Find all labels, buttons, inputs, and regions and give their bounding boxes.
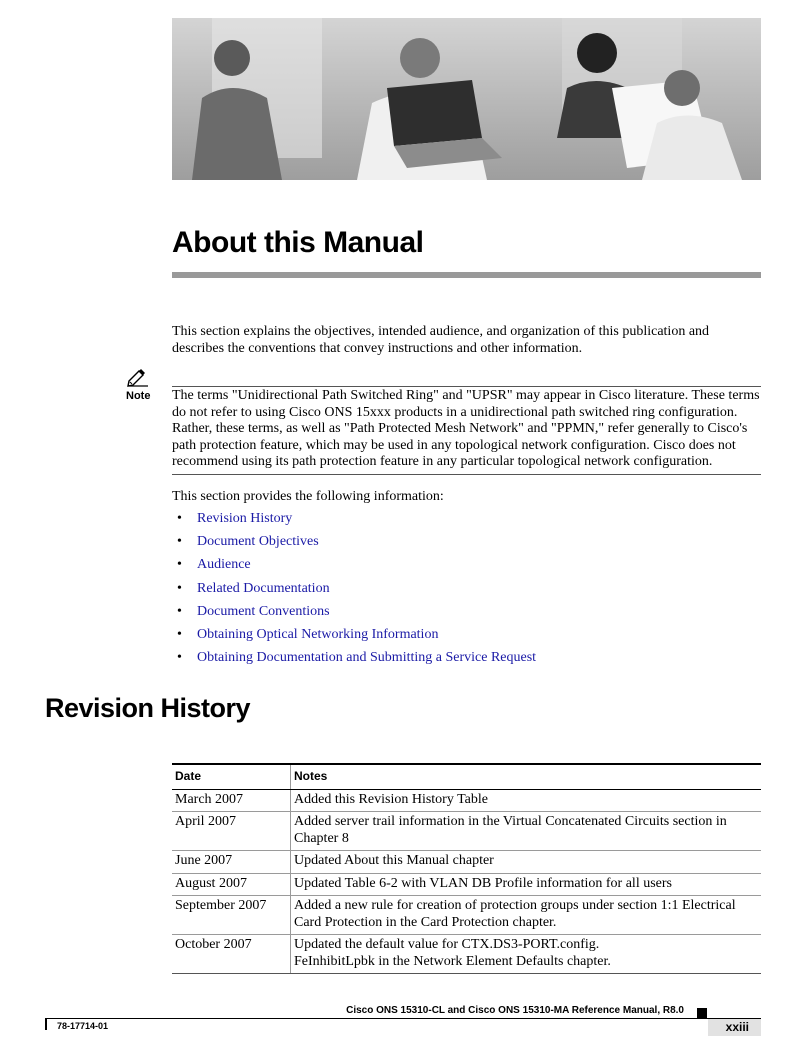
revision-notes: Updated the default value for CTX.DS3-PORT.config. FeInhibitLpbk in the Network Element Defaults chapter.	[291, 935, 762, 974]
list-item	[172, 509, 536, 532]
revision-history-table	[172, 763, 761, 974]
toc-link-revision-history[interactable]: Revision History	[197, 511, 293, 526]
toc-link-related-documentation[interactable]: Related Documentation	[197, 580, 330, 596]
revision-date: March 2007	[172, 789, 291, 812]
title-rule	[172, 272, 761, 278]
table-row	[172, 789, 761, 812]
list-item	[172, 555, 536, 578]
footer-bar	[45, 1018, 47, 1030]
chapter-title: About this Manual	[172, 226, 424, 259]
page-number	[708, 1019, 761, 1036]
revision-date: August 2007	[172, 873, 291, 896]
table-row	[172, 896, 761, 935]
toc-link-audience[interactable]: Audience	[197, 557, 251, 573]
bullet-icon: •	[177, 580, 182, 596]
bullet-icon: •	[177, 603, 182, 619]
note-text: The terms "Unidirectional Path Switched Ring" and "UPSR" may appear in Cisco literature. These terms do not refer to using Cisco ONS 15xxx products in a unidirectional path switched ring configuration. Rather, these terms, as well as "Path Protected Mesh Network" and "PPMN," refer generally to Cisco's path protection feature, which may be used in any topological network configuration. Cisco does not recommend using its path protection feature in any particular topological network configuration.	[172, 386, 761, 475]
table-row	[172, 812, 761, 851]
revision-date: October 2007	[172, 935, 291, 974]
table-header-row	[172, 764, 761, 789]
revision-date: September 2007	[172, 896, 291, 935]
toc-link-document-objectives[interactable]: Document Objectives	[197, 534, 319, 550]
note-label: Note	[126, 390, 151, 402]
bullet-icon: •	[177, 511, 182, 526]
pencil-note-icon	[127, 367, 149, 392]
toc-link-obtaining-optical-networking-info[interactable]: Obtaining Optical Networking Information	[197, 626, 439, 642]
footer-rule	[45, 1018, 761, 1019]
bullet-icon: •	[177, 557, 182, 573]
revision-notes: Added a new rule for creation of protection groups under section 1:1 Electrical Card Protection in the Card Protection chapter.	[291, 896, 762, 935]
list-item	[172, 625, 536, 648]
revision-notes: Updated About this Manual chapter	[291, 851, 762, 874]
toc-link-obtaining-documentation[interactable]: Obtaining Documentation and Submitting a Service Request	[197, 650, 537, 666]
bullet-icon: •	[177, 534, 182, 550]
revision-history-title: Revision History	[45, 693, 251, 723]
list-item	[172, 648, 536, 671]
bullet-icon: •	[177, 650, 182, 666]
footer-manual-title: Cisco ONS 15310-CL and Cisco ONS 15310-MA Reference Manual, R8.0	[346, 1005, 684, 1016]
header-photo	[172, 18, 761, 180]
list-item	[172, 579, 536, 602]
toc-link-document-conventions[interactable]: Document Conventions	[197, 603, 330, 619]
revision-notes: Updated Table 6-2 with VLAN DB Profile information for all users	[291, 873, 762, 896]
column-header-date: Date	[172, 764, 291, 789]
revision-date: April 2007	[172, 812, 291, 851]
table-row	[172, 873, 761, 896]
revision-notes: Added this Revision History Table	[291, 789, 762, 812]
list-item	[172, 532, 536, 555]
revision-notes: Added server trail information in the Virtual Concatenated Circuits section in Chapter 8	[291, 812, 762, 851]
intro-paragraph: This section explains the objectives, intended audience, and organization of this publication and describes the conventions that convey instructions and other information.	[172, 324, 710, 356]
table-row	[172, 935, 761, 974]
list-item	[172, 602, 536, 625]
page-number-text: xxiii	[725, 1020, 749, 1034]
provides-text: This section provides the following information:	[172, 489, 444, 504]
bullet-icon: •	[177, 626, 182, 642]
footer-marker	[697, 1008, 707, 1018]
column-header-notes: Notes	[291, 764, 762, 789]
doc-number: 78-17714-01	[57, 1021, 109, 1031]
revision-date: June 2007	[172, 851, 291, 874]
header-photo-illustration	[172, 18, 761, 180]
toc-list	[172, 509, 536, 671]
table-row	[172, 851, 761, 874]
